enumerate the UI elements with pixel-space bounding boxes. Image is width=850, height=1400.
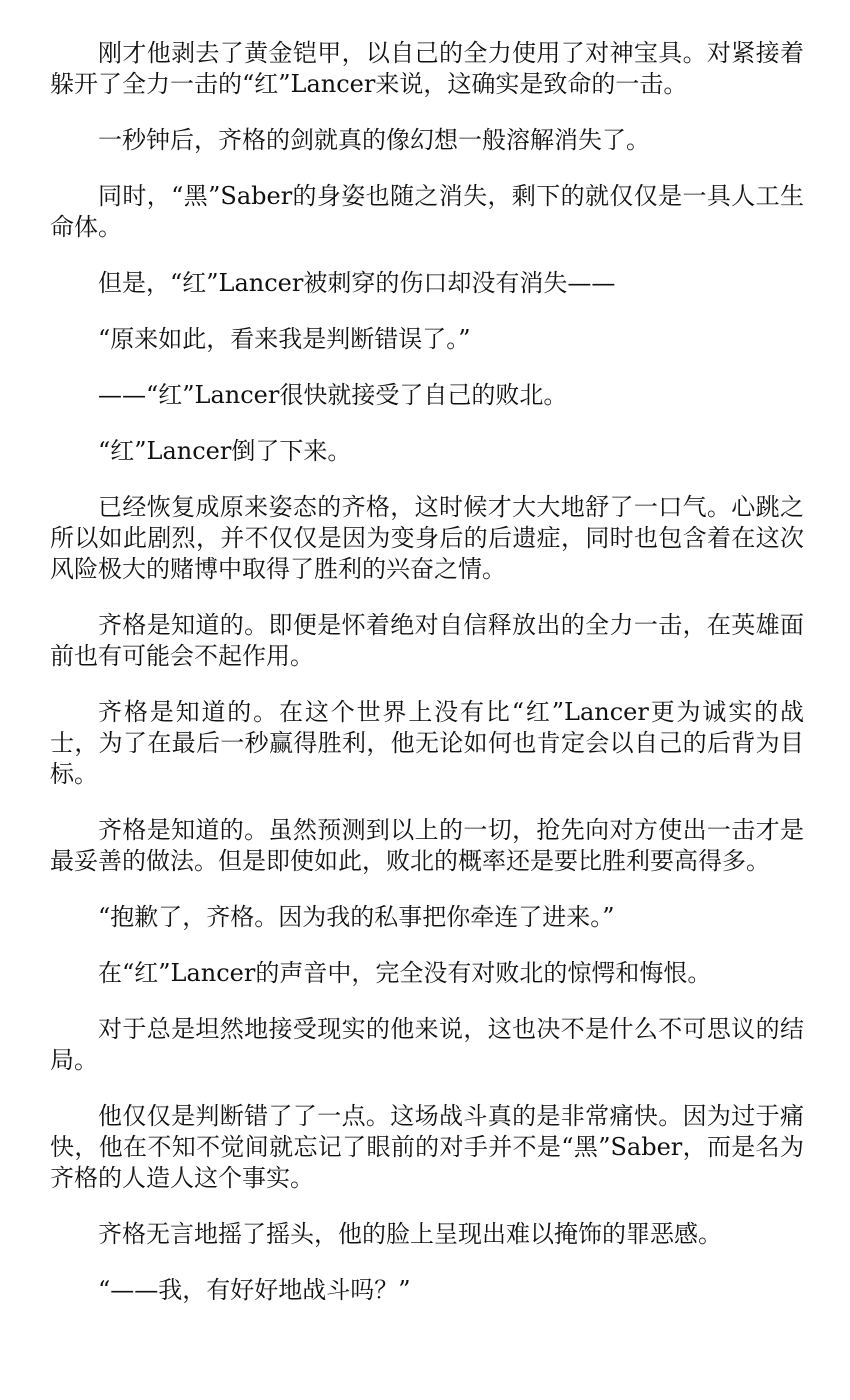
dialogue-paragraph: “抱歉了，齐格。因为我的私事把你牵连了进来。” [98,903,615,931]
paragraph: 但是，“红”Lancer被刺穿的伤口却没有消失—— [98,269,616,297]
paragraph: 对于总是坦然地接受现实的他来说，这也决不是什么不可思议的结局。 [50,1015,804,1074]
paragraph: 齐格是知道的。即便是怀着绝对自信释放出的全力一击，在英雄面前也有可能会不起作用。 [50,611,804,670]
dialogue-paragraph: “——我，有好好地战斗吗？” [98,1276,411,1304]
paragraph: 已经恢复成原来姿态的齐格，这时候才大大地舒了一口气。心跳之所以如此剧烈，并不仅仅是因为变身后的后遗症，同时也包含着在这次风险极大的赌博中取得了胜利的兴奋之情。 [50,493,804,583]
paragraph: 在“红”Lancer的声音中，完全没有对败北的惊愕和悔恨。 [98,959,712,987]
paragraph: 齐格是知道的。在这个世界上没有比“红”Lancer更为诚实的战士，为了在最后一秒赢得胜利，他无论如何也肯定会以自己的后背为目标。 [50,698,804,788]
dialogue-paragraph: “原来如此，看来我是判断错误了。” [98,325,471,353]
paragraph: 刚才他剥去了黄金铠甲，以自己的全力使用了对神宝具。对紧接着躲开了全力一击的“红”Lancer来说，这确实是致命的一击。 [50,39,804,98]
paragraph: 一秒钟后，齐格的剑就真的像幻想一般溶解消失了。 [98,126,650,154]
page-body [50,38,804,1306]
paragraph: ——“红”Lancer很快就接受了自己的败北。 [98,381,568,409]
paragraph: 他仅仅是判断错了了一点。这场战斗真的是非常痛快。因为过于痛快，他在不知不觉间就忘记了眼前的对手并不是“黑”Saber，而是名为齐格的人造人这个事实。 [50,1102,804,1192]
paragraph: “红”Lancer倒了下来。 [98,437,352,465]
paragraph: 同时，“黑”Saber的身姿也随之消失，剩下的就仅仅是一具人工生命体。 [50,182,804,241]
paragraph: 齐格无言地摇了摇头，他的脸上呈现出难以掩饰的罪恶感。 [98,1220,722,1248]
paragraph: 齐格是知道的。虽然预测到以上的一切，抢先向对方使出一击才是最妥善的做法。但是即使如此，败北的概率还是要比胜利要高得多。 [50,816,804,875]
